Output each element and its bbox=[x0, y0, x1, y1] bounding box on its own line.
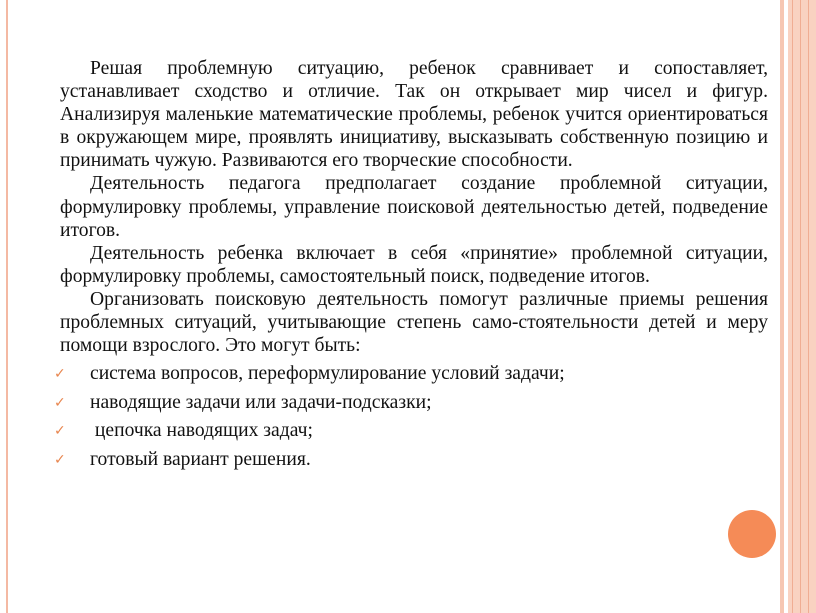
list-item-text: цепочка наводящих задач; bbox=[90, 420, 313, 442]
decorative-circle bbox=[728, 510, 776, 558]
slide-body bbox=[54, 57, 768, 474]
paragraph-4: Организовать поисковую деятельность помогут различные приемы решения проблемных ситуаций, учитывающие степень само-стоятельности детей и меру помощи взрослого. Это могут быть: bbox=[60, 288, 768, 357]
list-item-text: наводящие задачи или задачи-подсказки; bbox=[90, 391, 432, 413]
right-border-band bbox=[788, 0, 816, 613]
paragraph-1: Решая проблемную ситуацию, ребенок сравнивает и сопоставляет, устанавливает сходство и отличие. Так он открывает мир чисел и фигур. Анализируя маленькие математические проблемы, ребенок учится ориентироваться в окружающем мире, проявлять инициативу, высказывать собственную позицию и принимать чужую. Развиваются его творческие способности. bbox=[60, 58, 768, 172]
bullet-list bbox=[54, 360, 768, 474]
list-item bbox=[54, 389, 768, 418]
list-item bbox=[54, 417, 768, 446]
check-icon: ✓ bbox=[54, 451, 66, 468]
check-icon: ✓ bbox=[54, 366, 66, 383]
check-icon: ✓ bbox=[54, 423, 66, 440]
list-item-text: система вопросов, переформулирование условий задачи; bbox=[90, 363, 565, 385]
list-item bbox=[54, 360, 768, 389]
check-icon: ✓ bbox=[54, 394, 66, 411]
right-border-stripe bbox=[780, 0, 784, 613]
list-item bbox=[54, 446, 768, 475]
left-border-line bbox=[6, 0, 8, 613]
list-item-text: готовый вариант решения. bbox=[90, 448, 311, 470]
paragraph-3: Деятельность ребенка включает в себя «принятие» проблемной ситуации, формулировку проблемы, самостоятельный поиск, подведение итогов. bbox=[60, 242, 768, 287]
paragraph-2: Деятельность педагога предполагает создание проблемной ситуации, формулировку проблемы, управление поисковой деятельностью детей, подведение итогов. bbox=[60, 173, 768, 241]
